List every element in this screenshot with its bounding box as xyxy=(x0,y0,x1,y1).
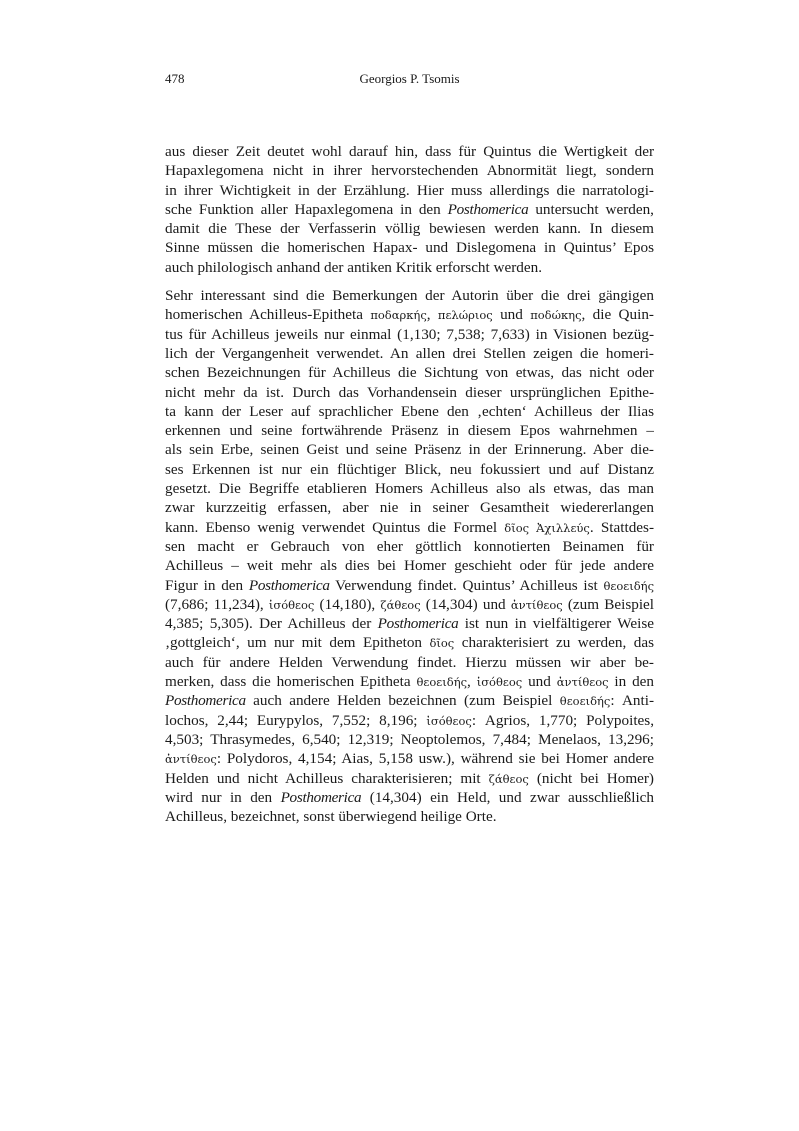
text-line xyxy=(165,614,654,633)
text-line xyxy=(165,788,654,807)
text-line xyxy=(165,730,654,749)
text-line xyxy=(165,653,654,672)
greek-term: ζάθεος xyxy=(380,597,421,612)
text-segment: aus dieser Zeit deutet wohl darauf hin, dass für Quintus die Wertigkeit der xyxy=(165,143,654,160)
text-line xyxy=(165,711,654,730)
greek-term: ποδαρκής xyxy=(370,308,427,323)
text-segment: homerischen Achilleus-Epitheta xyxy=(165,306,371,324)
text-line xyxy=(165,238,654,257)
text-line xyxy=(165,556,654,575)
text-segment: . Stattdes- xyxy=(589,518,654,536)
text-segment: merken, dass die homerischen Epitheta xyxy=(165,673,417,691)
greek-term: θεοειδής xyxy=(416,675,468,690)
greek-term: δῖος Ἀχιλλεύς xyxy=(504,520,590,535)
page-number: 478 xyxy=(165,71,185,86)
text-segment: : Agrios, 1,770; Polypoites, xyxy=(471,711,654,729)
body-text xyxy=(165,142,654,835)
text-line xyxy=(165,595,654,614)
text-line xyxy=(165,161,654,180)
greek-term: πελώριος xyxy=(437,308,493,323)
text-line xyxy=(165,769,654,788)
greek-term: ποδώκης xyxy=(530,308,582,323)
text-segment: ta kann der Leser auf sprachlicher Ebene den ‚echten‘ Achilleus der Ilias xyxy=(165,402,654,420)
text-line xyxy=(165,402,654,421)
text-line xyxy=(165,200,654,219)
text-segment: Sehr interessant sind die Bemerkungen der Autorin über die drei gängigen xyxy=(165,287,654,305)
text-segment: ist nun in vielfältigerer Weise xyxy=(458,615,654,633)
text-segment: damit die These der Verfasserin völlig bewiesen werden kann. In diesem xyxy=(165,220,654,238)
greek-term: ἀντίθεος xyxy=(165,752,217,767)
greek-term: ἀντίθεος xyxy=(556,675,609,690)
text-segment: , die Quin- xyxy=(581,306,654,324)
text-segment: lochos, 2,44; Eurypylos, 7,552; 8,196; xyxy=(165,711,427,729)
text-segment: sche Funktion aller Hapaxlegomena in den xyxy=(165,200,448,218)
text-segment: , xyxy=(426,306,438,324)
text-segment: ‚gottgleich‘, um nur mit dem Epitheton xyxy=(165,634,430,652)
text-line xyxy=(165,286,654,305)
text-segment: Verwendung findet. Quintus’ Achilleus ist xyxy=(329,576,604,594)
greek-term: θεοειδής xyxy=(603,578,654,593)
text-segment: : Anti- xyxy=(610,692,654,710)
text-segment: in ihrer Wichtigkeit in der Erzählung. Hier muss allerdings die narratologi- xyxy=(165,181,654,199)
text-line xyxy=(165,325,654,344)
text-segment: wird nur in den xyxy=(165,788,281,806)
text-line xyxy=(165,518,654,537)
text-line xyxy=(165,219,654,238)
text-line xyxy=(165,749,654,768)
text-line xyxy=(165,498,654,517)
text-line xyxy=(165,537,654,556)
text-segment: Achilleus – weit mehr als dies bei Homer geschieht oder für jede andere xyxy=(165,557,654,575)
text-line xyxy=(165,691,654,710)
text-segment: Sinne müssen die homerischen Hapax- und Dislegomena in Quintus’ Epos xyxy=(165,239,654,257)
text-line xyxy=(165,807,654,826)
italic-title: Posthomerica xyxy=(377,615,459,633)
text-segment: lich der Vergangenheit verwendet. An allen drei Stellen zeigen die homeri- xyxy=(165,344,654,362)
text-line xyxy=(165,258,654,277)
text-segment: kann. Ebenso wenig verwendet Quintus die Formel xyxy=(165,518,505,536)
text-segment: erkennen und seine fortwährende Präsenz in diesem Epos wahrnehmen – xyxy=(165,422,654,440)
greek-term: ἰσόθεος xyxy=(268,597,315,612)
text-segment: Helden und nicht Achilleus charakterisieren; mit xyxy=(165,769,489,787)
greek-term: θεοειδής xyxy=(559,694,611,709)
text-segment: (nicht bei Homer) xyxy=(528,769,654,787)
greek-term: ζάθεος xyxy=(488,771,529,786)
text-segment: (14,304) ein Held, und zwar ausschließlich xyxy=(361,788,654,806)
text-segment: in den xyxy=(608,673,654,691)
text-segment: gesetzt. Die Begriffe etablieren Homers Achilleus also als etwas, das man xyxy=(165,480,654,498)
text-segment: auch andere Helden bezeichnen (zum Beispiel xyxy=(245,692,560,710)
text-line xyxy=(165,363,654,382)
italic-title: Posthomerica xyxy=(447,200,529,218)
text-segment: (7,686; 11,234), xyxy=(165,595,269,613)
greek-term: δῖος xyxy=(429,636,455,651)
text-line xyxy=(165,479,654,498)
text-segment: als sein Erbe, seinen Geist und seine Präsenz in der Erinnerung. Aber die- xyxy=(165,441,654,459)
text-segment: (14,180), xyxy=(314,595,381,613)
text-segment: auch philologisch anhand der antiken Kritik erforscht werden. xyxy=(165,258,543,276)
text-segment: 4,503; Thrasymedes, 6,540; 12,319; Neoptolemos, 7,484; Menelaos, 13,296; xyxy=(165,730,654,748)
greek-term: ἰσόθεος xyxy=(426,713,472,728)
text-segment: charakterisiert zu werden, das xyxy=(454,634,654,652)
text-line xyxy=(165,344,654,363)
text-segment: ses Erkennen ist nur ein flüchtiger Blick, neu fokussiert und auf Distanz xyxy=(165,460,654,478)
italic-title: Posthomerica xyxy=(165,692,246,710)
text-segment: und xyxy=(522,673,557,691)
text-line xyxy=(165,421,654,440)
greek-term: ἀντίθεος xyxy=(510,597,563,612)
text-segment: (zum Beispiel xyxy=(562,595,654,613)
text-segment: , xyxy=(467,673,477,691)
text-line xyxy=(165,181,654,200)
paragraph xyxy=(165,286,654,826)
text-segment: schen Bezeichnungen für Achilleus die Sichtung von etwas, das nicht oder xyxy=(165,364,654,382)
text-line xyxy=(165,633,654,652)
text-line xyxy=(165,142,654,161)
text-segment: Figur in den xyxy=(165,576,249,594)
text-segment: Achilleus, bezeichnet, sonst überwiegend heilige Orte. xyxy=(165,808,497,826)
text-line xyxy=(165,576,654,595)
text-line xyxy=(165,305,654,324)
text-line xyxy=(165,672,654,691)
text-segment: 4,385; 5,305). Der Achilleus der xyxy=(165,615,378,633)
text-segment: : Polydoros, 4,154; Aias, 5,158 usw.), während sie bei Homer andere xyxy=(216,750,654,768)
text-segment: nicht mehr da ist. Durch das Vorhandensein dieser ursprünglichen Epithe- xyxy=(165,383,654,401)
text-segment: untersucht werden, xyxy=(528,200,654,218)
text-segment: Hapaxlegomena nicht in ihrer hervorstechenden Abnormität liegt, sondern xyxy=(165,162,654,180)
text-line xyxy=(165,383,654,402)
text-segment: zwar kurzzeitig erfassen, aber nie in seiner Gesamtheit wiedererlangen xyxy=(165,499,654,517)
text-segment: sen macht er Gebrauch von eher göttlich konnotierten Beinamen für xyxy=(165,537,654,555)
text-line xyxy=(165,440,654,459)
text-segment: tus für Achilleus jeweils nur einmal (1,130; 7,538; 7,633) in Visionen bezüg- xyxy=(165,325,654,343)
text-segment: auch für andere Helden Verwendung findet. Hierzu müssen wir aber be- xyxy=(165,653,654,671)
italic-title: Posthomerica xyxy=(280,788,362,806)
italic-title: Posthomerica xyxy=(248,576,330,594)
paragraph xyxy=(165,142,654,277)
text-line xyxy=(165,460,654,479)
greek-term: ἰσόθεος xyxy=(476,675,523,690)
text-segment: (14,304) und xyxy=(420,595,511,613)
text-segment: und xyxy=(492,306,531,324)
running-head-author: Georgios P. Tsomis xyxy=(359,71,460,86)
